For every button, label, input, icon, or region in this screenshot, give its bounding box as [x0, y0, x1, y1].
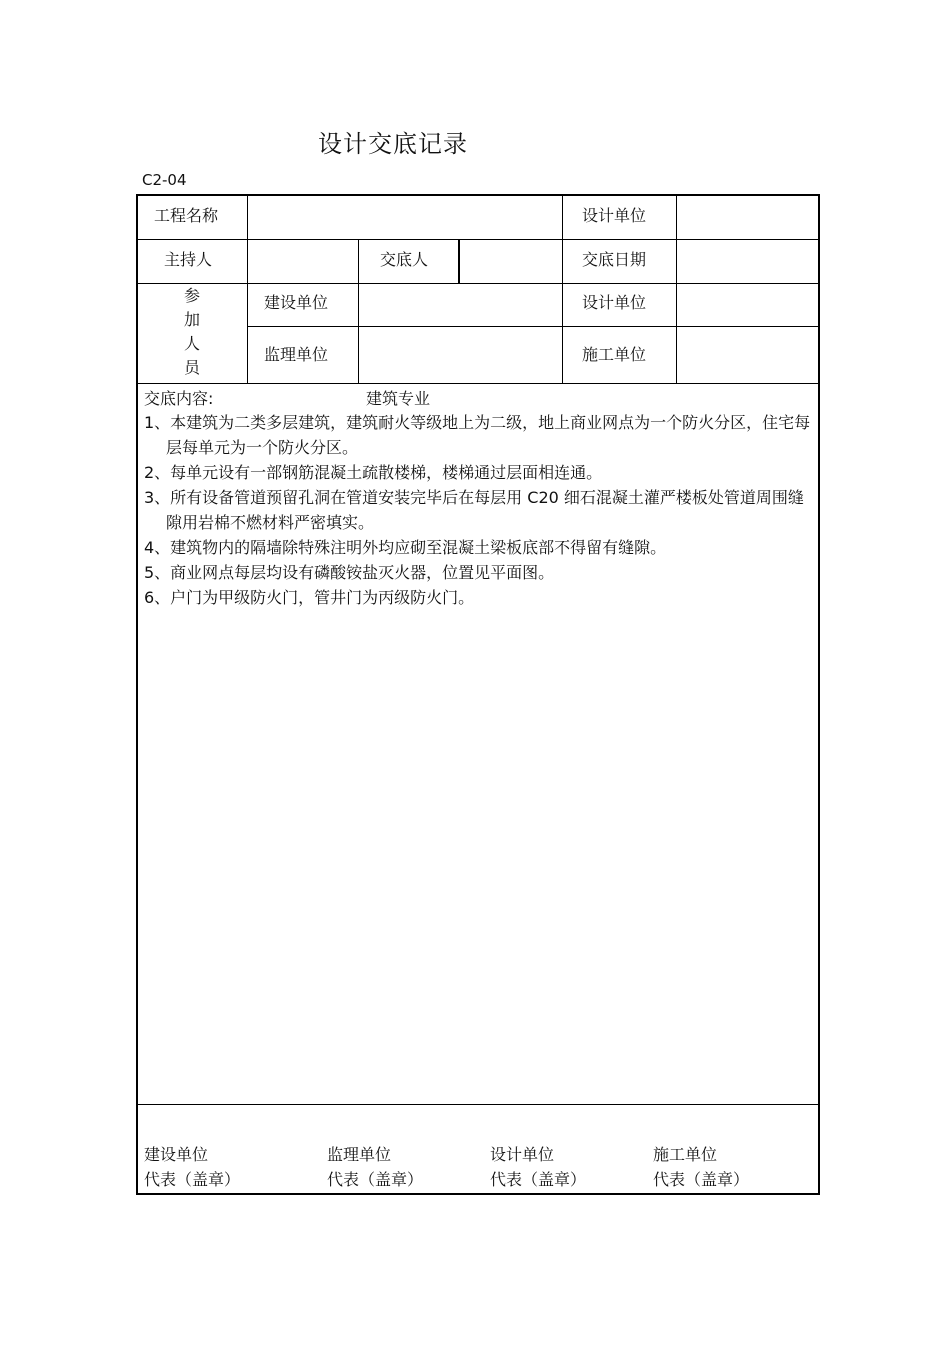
signature-rep: 代表（盖章） — [653, 1170, 750, 1189]
content-item: 1、本建筑为二类多层建筑，建筑耐火等级地上为二级，地上商业网点为一个防火分区，住宅每层每单元为一个防火分区。 — [144, 413, 811, 457]
signature-builder — [653, 1142, 749, 1192]
participant-design-unit-field[interactable] — [684, 293, 810, 313]
signature-rep: 代表（盖章） — [144, 1170, 241, 1189]
content-item: 6、户门为甲级防火门，管井门为丙级防火门。 — [144, 588, 475, 607]
presenter-field[interactable] — [468, 250, 556, 270]
col-divider — [458, 239, 460, 283]
content-item: 3、所有设备管道预留孔洞在管道安装完毕后在每层用 C20 细石混凝土灌严楼板处管道周围缝隙用岩棉不燃材料严密填实。 — [144, 488, 804, 532]
content-label: 交底内容: — [144, 389, 214, 408]
date-label: 交底日期 — [582, 250, 647, 269]
presenter-label: 交底人 — [380, 250, 429, 269]
participants-label — [182, 284, 202, 380]
form-code: C2-04 — [142, 171, 187, 189]
row-divider — [138, 383, 818, 384]
design-unit-label: 设计单位 — [582, 206, 647, 225]
row-divider — [138, 283, 818, 284]
content-specialty: 建筑专业 — [366, 389, 431, 408]
participants-label-char: 人 — [183, 334, 200, 353]
signature-construction — [144, 1142, 240, 1192]
signature-unit: 监理单位 — [327, 1145, 392, 1164]
content-item: 4、建筑物内的隔墙除特殊注明外均应砌至混凝土梁板底部不得留有缝隙。 — [144, 538, 667, 557]
signature-rep: 代表（盖章） — [490, 1170, 587, 1189]
row-divider — [247, 326, 818, 327]
participants-label-char: 员 — [183, 358, 200, 377]
row-divider — [138, 1104, 818, 1105]
builder-unit-label: 施工单位 — [582, 345, 647, 364]
col-divider — [247, 196, 248, 383]
document-title: 设计交底记录 — [318, 130, 468, 158]
signature-unit: 施工单位 — [653, 1145, 718, 1164]
host-field[interactable] — [254, 250, 350, 270]
signature-design — [490, 1142, 586, 1192]
host-label: 主持人 — [164, 250, 213, 269]
col-divider — [358, 239, 359, 383]
signature-rep: 代表（盖章） — [327, 1170, 424, 1189]
construction-unit-label: 建设单位 — [264, 293, 329, 312]
design-briefing-form — [136, 194, 820, 1195]
construction-unit-field[interactable] — [366, 293, 556, 313]
project-name-label: 工程名称 — [154, 206, 219, 225]
builder-unit-field[interactable] — [684, 345, 810, 365]
col-divider — [676, 196, 677, 383]
supervision-unit-label: 监理单位 — [264, 345, 329, 364]
participant-design-unit-label: 设计单位 — [582, 293, 647, 312]
participants-label-char: 参 — [183, 286, 200, 305]
date-field[interactable] — [684, 250, 810, 270]
row-divider — [138, 239, 818, 240]
participants-label-char: 加 — [183, 310, 200, 329]
supervision-unit-field[interactable] — [366, 345, 556, 365]
design-unit-field[interactable] — [684, 206, 810, 226]
col-divider — [562, 196, 563, 383]
signature-supervision — [327, 1142, 423, 1192]
project-name-field[interactable] — [254, 206, 554, 226]
content-item: 5、商业网点每层均设有磷酸铵盐灭火器，位置见平面图。 — [144, 563, 555, 582]
content-item: 2、每单元设有一部钢筋混凝土疏散楼梯，楼梯通过层面相连通。 — [144, 463, 603, 482]
briefing-content — [144, 386, 812, 610]
content-heading — [144, 386, 812, 410]
signature-unit: 设计单位 — [490, 1145, 555, 1164]
signature-unit: 建设单位 — [144, 1145, 209, 1164]
